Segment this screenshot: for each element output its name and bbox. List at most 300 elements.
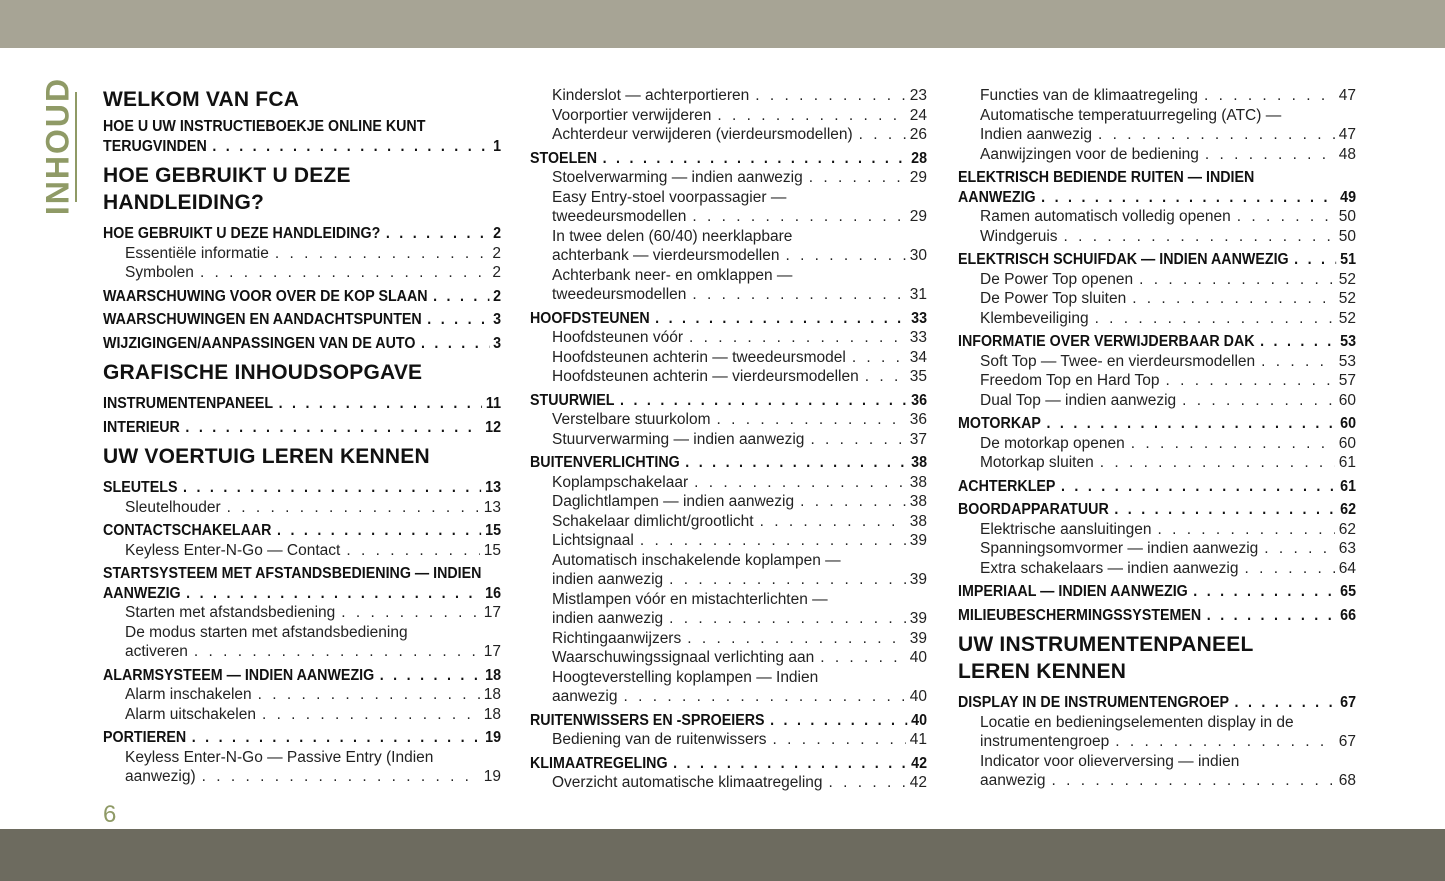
toc-page-number: 18: [485, 666, 502, 684]
toc-entry-title: Hoofdsteunen vóór: [552, 329, 683, 346]
dot-leader: [865, 367, 906, 387]
toc-entry-sub[interactable]: [530, 730, 927, 750]
toc-entry-main[interactable]: [103, 521, 501, 541]
toc-entry-row: [980, 559, 1356, 579]
dot-leader: [694, 473, 906, 493]
toc-entry-sub[interactable]: [530, 531, 927, 551]
toc-entry-text-line: Easy Entry-stoel voorpassagier —: [552, 188, 787, 206]
toc-entry-row: [103, 310, 501, 330]
toc-entry-row: [552, 86, 927, 106]
dot-leader: [1052, 771, 1335, 791]
toc-entry-row: [552, 348, 927, 368]
dot-leader: [277, 521, 481, 541]
toc-entry-title: WAARSCHUWING VOOR OVER DE KOP SLAAN: [103, 287, 428, 305]
toc-entry-title: Essentiële informatie: [125, 244, 269, 262]
toc-entry-row: [980, 145, 1356, 165]
toc-entry-title: Starten met afstandsbediening: [125, 604, 336, 621]
toc-entry-main[interactable]: [958, 582, 1356, 602]
toc-page-number: 19: [483, 768, 501, 785]
dot-leader: [669, 570, 906, 590]
toc-entry-title: HOOFDSTEUNEN: [530, 309, 650, 327]
toc-entry-sub[interactable]: [103, 685, 501, 705]
toc-entry-sub[interactable]: [530, 473, 927, 493]
toc-entry-sub[interactable]: [958, 434, 1356, 454]
toc-page-number: 17: [483, 643, 501, 660]
toc-page-number: 53: [1338, 352, 1356, 370]
toc-entry-sub[interactable]: [530, 551, 927, 590]
toc-entry-row: [552, 531, 927, 551]
toc-entry-sub[interactable]: [103, 748, 501, 787]
toc-entry-title: TERUGVINDEN: [103, 137, 207, 155]
toc-entry-sub[interactable]: [958, 520, 1356, 540]
toc-entry-sub[interactable]: [530, 773, 927, 793]
toc-page-number: 3: [493, 311, 502, 328]
toc-entry-row: [125, 263, 501, 283]
toc-entry-row: [125, 244, 501, 264]
toc-entry-row: [103, 334, 501, 354]
dot-leader: [185, 418, 481, 438]
toc-entry-sub[interactable]: [958, 227, 1356, 247]
toc-entry-row: [980, 270, 1356, 290]
toc-page-number: 67: [1338, 733, 1356, 750]
toc-entry-main[interactable]: [103, 478, 501, 498]
toc-entry-title: ACHTERKLEP: [958, 477, 1056, 495]
toc-entry-row: [530, 754, 927, 774]
toc-entry-row: [530, 391, 927, 411]
toc-entry-main[interactable]: [958, 693, 1356, 713]
toc-entry-row: [552, 773, 927, 793]
toc-page-number: 33: [911, 309, 928, 327]
toc-page-number: 42: [911, 754, 928, 772]
dot-leader: [689, 328, 906, 348]
toc-entry-row: [552, 570, 927, 590]
toc-entry-text-line: Automatisch inschakelende koplampen —: [552, 551, 841, 569]
dot-leader: [640, 531, 906, 551]
toc-entry-sub[interactable]: [103, 263, 501, 283]
toc-entry-title: Waarschuwingssignaal verlichting aan: [552, 649, 815, 666]
toc-entry-row: [980, 732, 1356, 752]
toc-entry-title: INTERIEUR: [103, 418, 180, 436]
toc-entry-main[interactable]: [103, 394, 501, 414]
toc-entry-main[interactable]: [103, 334, 501, 354]
toc-entry-row: [103, 287, 501, 307]
toc-entry-sub[interactable]: [958, 289, 1356, 309]
toc-entry-sub[interactable]: [103, 623, 501, 662]
toc-entry-row: [958, 582, 1356, 602]
toc-entry-row: [552, 492, 927, 512]
toc-entry-row: [980, 520, 1356, 540]
toc-entry-title: Sleutelhouder: [125, 498, 221, 516]
toc-page-number: 42: [909, 774, 927, 791]
toc-entry-title: Motorkap sluiten: [980, 454, 1094, 471]
dot-leader: [212, 137, 489, 157]
toc-page-number: 36: [909, 411, 927, 428]
toc-entry-title: Ramen automatisch volledig openen: [980, 208, 1231, 225]
toc-page-number: 2: [493, 287, 502, 305]
dot-leader: [1061, 477, 1336, 497]
toc-entry-sub[interactable]: [103, 498, 501, 518]
toc-entry-sub[interactable]: [103, 603, 501, 623]
toc-entry-title: De Power Top sluiten: [980, 290, 1127, 307]
toc-entry-title: Extra schakelaars — indien aanwezig: [980, 559, 1239, 577]
toc-entry-sub[interactable]: [103, 541, 501, 561]
toc-entry-title: activeren: [125, 643, 188, 660]
toc-entry-title: Stuurverwarming — indien aanwezig: [552, 430, 805, 448]
page-number: 6: [103, 801, 117, 828]
dot-leader: [809, 168, 906, 188]
toc-page-number: 39: [909, 610, 927, 627]
toc-entry-title: Hoofdsteunen achterin — vierdeursmodellen: [552, 368, 859, 385]
toc-entry-sub[interactable]: [530, 629, 927, 649]
section-heading-line: WELKOM VAN FCA: [103, 88, 300, 111]
toc-entry-row: [958, 188, 1356, 208]
toc-entry-title: Richtingaanwijzers: [552, 629, 682, 647]
toc-entry-title: Koplampschakelaar: [552, 473, 689, 491]
toc-entry-sub[interactable]: [958, 391, 1356, 411]
toc-entry-row: [552, 687, 927, 707]
toc-entry-main[interactable]: [103, 666, 501, 686]
dot-leader: [829, 773, 906, 793]
dot-leader: [1064, 227, 1335, 247]
toc-entry-row: [125, 705, 501, 725]
toc-entry-title: Bediening van de ruitenwissers: [552, 731, 767, 748]
section-heading-line: HANDLEIDING?: [103, 191, 265, 214]
toc-page-number: 12: [485, 418, 502, 436]
toc-entry-row: [552, 410, 927, 430]
toc-entry-sub[interactable]: [103, 705, 501, 725]
toc-entry-row: [980, 309, 1356, 329]
toc-entry-text-line: Achterbank neer- en omklappen —: [552, 266, 793, 284]
toc-entry-sub[interactable]: [530, 410, 927, 430]
toc-entry-text-line: ELEKTRISCH BEDIENDE RUITEN — INDIEN: [958, 169, 1255, 186]
toc-page-number: 29: [909, 208, 927, 225]
toc-entry-title: PORTIEREN: [103, 729, 187, 746]
toc-entry-row: [980, 207, 1356, 227]
toc-entry-title: De motorkap openen: [980, 434, 1125, 452]
dot-leader: [279, 394, 483, 414]
dot-leader: [1193, 582, 1336, 602]
toc-entry-row: [958, 500, 1356, 520]
toc-entry-row: [958, 477, 1356, 497]
toc-entry-sub[interactable]: [530, 168, 927, 188]
toc-entry-row: [552, 207, 927, 227]
toc-entry-title: aanwezig: [980, 772, 1046, 789]
toc-entry-row: [552, 730, 927, 750]
dot-leader: [800, 492, 906, 512]
toc-entry-main[interactable]: [103, 418, 501, 438]
toc-page-number: 13: [485, 479, 502, 496]
toc-entry-text-line: Keyless Enter-N-Go — Passive Entry (Indien: [125, 748, 434, 766]
toc-entry-row: [980, 539, 1356, 559]
toc-column-3: [958, 86, 1356, 791]
dot-leader: [624, 687, 906, 707]
toc-entry-row: [552, 609, 927, 629]
toc-entry-main[interactable]: [530, 149, 927, 169]
toc-entry-main[interactable]: [530, 754, 927, 774]
toc-entry-sub[interactable]: [958, 371, 1356, 391]
section-heading: [958, 631, 1356, 685]
toc-entry-title: achterbank — vierdeursmodellen: [552, 247, 780, 264]
toc-entry-row: [103, 394, 501, 414]
toc-entry-sub[interactable]: [958, 713, 1356, 752]
toc-entry-title: Windgeruis: [980, 227, 1058, 245]
toc-entry-main[interactable]: [958, 332, 1356, 352]
dot-leader: [433, 287, 489, 307]
toc-entry-row: [980, 371, 1356, 391]
toc-entry-row: [103, 728, 501, 748]
toc-entry-sub[interactable]: [530, 648, 927, 668]
toc-entry-title: Achterdeur verwijderen (vierdeursmodellen): [552, 126, 853, 143]
toc-page-number: 36: [911, 391, 928, 409]
toc-entry-sub[interactable]: [530, 86, 927, 106]
toc-page-number: 50: [1338, 208, 1356, 225]
toc-entry-title: MILIEUBESCHERMINGSSYSTEMEN: [958, 606, 1202, 624]
toc-entry-title: Stoelverwarming — indien aanwezig: [552, 169, 803, 186]
toc-entry-row: [980, 434, 1356, 454]
toc-entry-row: [980, 227, 1356, 247]
toc-page-number: 39: [909, 629, 927, 647]
toc-entry-row: [958, 606, 1356, 626]
toc-entry-sub[interactable]: [530, 125, 927, 145]
toc-page-number: 37: [909, 430, 927, 448]
toc-entry-sub[interactable]: [958, 539, 1356, 559]
toc-entry-sub[interactable]: [530, 266, 927, 305]
toc-entry-title: HOE GEBRUIKT U DEZE HANDLEIDING?: [103, 225, 381, 242]
dot-leader: [785, 246, 905, 266]
toc-entry-main[interactable]: [103, 310, 501, 330]
toc-entry-main[interactable]: [530, 391, 927, 411]
section-heading: [103, 443, 501, 470]
toc-entry-main[interactable]: [958, 606, 1356, 626]
dot-leader: [1041, 188, 1336, 208]
toc-entry-sub[interactable]: [958, 145, 1356, 165]
toc-entry-title: Symbolen: [125, 264, 194, 281]
dot-leader: [1207, 606, 1337, 626]
toc-entry-main[interactable]: [958, 500, 1356, 520]
toc-entry-text-line: Automatische temperatuurregeling (ATC) —: [980, 106, 1282, 124]
toc-entry-title: tweedeursmodellen: [552, 208, 687, 225]
toc-entry-sub[interactable]: [530, 590, 927, 629]
toc-entry-sub[interactable]: [958, 559, 1356, 579]
dot-leader: [852, 348, 906, 368]
toc-entry-title: Freedom Top en Hard Top: [980, 372, 1160, 389]
dot-leader: [685, 453, 907, 473]
dot-leader: [346, 541, 479, 561]
toc-column-2: [530, 86, 927, 793]
toc-entry-row: [530, 149, 927, 169]
toc-page-number: 52: [1338, 309, 1356, 327]
toc-page-number: 31: [909, 286, 927, 303]
toc-entry-row: [530, 453, 927, 473]
dot-leader: [200, 263, 488, 283]
toc-entry-sub[interactable]: [958, 86, 1356, 106]
toc-entry-sub[interactable]: [530, 188, 927, 227]
toc-entry-row: [958, 693, 1356, 713]
toc-entry-row: [980, 125, 1356, 145]
dot-leader: [1131, 434, 1335, 454]
bottom-bar: [0, 829, 1445, 881]
toc-entry-main[interactable]: [103, 564, 501, 603]
toc-entry-text-line: In twee delen (60/40) neerklapbare: [552, 227, 793, 245]
dot-leader: [380, 666, 482, 686]
toc-entry-row: [980, 86, 1356, 106]
toc-page-number: 49: [1340, 188, 1357, 206]
toc-entry-title: De Power Top openen: [980, 270, 1134, 288]
dot-leader: [1244, 559, 1334, 579]
toc-page-number: 39: [909, 532, 927, 549]
toc-entry-row: [552, 473, 927, 493]
toc-entry-text-line: STARTSYSTEEM MET AFSTANDSBEDIENING — INDIEN: [103, 565, 482, 582]
toc-page-number: 40: [909, 649, 927, 666]
toc-entry-main[interactable]: [103, 224, 501, 244]
toc-page-number: 33: [909, 329, 927, 346]
toc-page-number: 24: [909, 106, 927, 124]
toc-entry-title: Klembeveiliging: [980, 309, 1089, 327]
toc-page-number: 41: [909, 731, 927, 748]
toc-page-number: 23: [909, 87, 927, 104]
toc-page-number: 13: [483, 498, 501, 516]
toc-entry-row: [552, 168, 927, 188]
toc-page-number: 2: [492, 244, 501, 262]
toc-page-number: 38: [909, 473, 927, 491]
toc-page-number: 19: [485, 729, 502, 746]
toc-page-number: 35: [909, 368, 927, 385]
toc-entry-title: Kinderslot — achterportieren: [552, 87, 750, 104]
toc-page-number: 62: [1338, 520, 1356, 538]
toc-entry-sub[interactable]: [530, 492, 927, 512]
toc-entry-sub[interactable]: [958, 752, 1356, 791]
toc-entry-title: aanwezig: [552, 688, 618, 705]
toc-entry-text-line: Mistlampen vóór en mistachterlichten —: [552, 590, 828, 608]
dot-leader: [262, 705, 480, 725]
toc-entry-sub[interactable]: [958, 352, 1356, 372]
toc-page-number: 60: [1338, 391, 1356, 409]
toc-page-number: 63: [1338, 540, 1356, 557]
toc-page-number: 16: [485, 584, 502, 602]
toc-page-number: 47: [1338, 87, 1356, 104]
toc-entry-main[interactable]: [103, 287, 501, 307]
toc-entry-row: [552, 430, 927, 450]
toc-entry-text-line: Hoogteverstelling koplampen — Indien: [552, 668, 819, 686]
toc-entry-sub[interactable]: [530, 328, 927, 348]
toc-entry-title: KLIMAATREGELING: [530, 754, 668, 772]
toc-entry-sub[interactable]: [530, 668, 927, 707]
toc-entry-main[interactable]: [958, 414, 1356, 434]
toc-entry-row: [958, 332, 1356, 352]
toc-entry-title: AANWEZIG: [103, 584, 181, 602]
toc-entry-sub[interactable]: [958, 270, 1356, 290]
dot-leader: [673, 754, 907, 774]
section-heading-line: LEREN KENNEN: [958, 660, 1127, 683]
toc-entry-main[interactable]: [103, 728, 501, 748]
toc-entry-row: [125, 498, 501, 518]
toc-entry-row: [552, 629, 927, 649]
toc-entry-title: indien aanwezig: [552, 571, 664, 588]
toc-entry-row: [103, 478, 501, 498]
toc-entry-sub[interactable]: [103, 244, 501, 264]
toc-entry-row: [103, 418, 501, 438]
toc-entry-sub[interactable]: [958, 207, 1356, 227]
dot-leader: [760, 512, 906, 532]
toc-entry-sub[interactable]: [958, 106, 1356, 145]
toc-entry-title: Verstelbare stuurkolom: [552, 411, 711, 428]
dot-leader: [770, 711, 907, 731]
toc-entry-main[interactable]: [958, 477, 1356, 497]
toc-page-number: 51: [1340, 251, 1357, 268]
dot-leader: [1100, 453, 1335, 473]
toc-entry-title: aanwezig): [125, 768, 196, 785]
toc-page-number: 50: [1338, 227, 1356, 245]
dot-leader: [386, 224, 490, 244]
toc-column-1: [103, 86, 501, 787]
toc-entry-sub[interactable]: [530, 367, 927, 387]
toc-entry-text-line: De modus starten met afstandsbediening: [125, 623, 408, 641]
toc-entry-sub[interactable]: [530, 348, 927, 368]
dot-leader: [1261, 352, 1335, 372]
toc-page-number: 52: [1338, 290, 1356, 307]
toc-entry-sub[interactable]: [530, 512, 927, 532]
dot-leader: [655, 309, 907, 329]
dot-leader: [341, 603, 480, 623]
toc-entry-main[interactable]: [958, 168, 1356, 207]
dot-leader: [669, 609, 906, 629]
toc-page-number: 18: [483, 686, 501, 703]
dot-leader: [1115, 732, 1335, 752]
section-heading-line: HOE GEBRUIKT U DEZE: [103, 164, 351, 187]
toc-page-number: 40: [909, 688, 927, 705]
dot-leader: [1166, 371, 1335, 391]
toc-entry-sub[interactable]: [530, 430, 927, 450]
toc-entry-row: [103, 224, 501, 244]
dot-leader: [1237, 207, 1335, 227]
toc-entry-sub[interactable]: [958, 453, 1356, 473]
toc-entry-sub[interactable]: [530, 227, 927, 266]
toc-page-number: 17: [483, 604, 501, 621]
toc-entry-row: [552, 125, 927, 145]
toc-entry-row: [552, 648, 927, 668]
toc-entry-main[interactable]: [530, 453, 927, 473]
toc-entry-sub[interactable]: [530, 106, 927, 126]
toc-entry-row: [958, 250, 1356, 270]
toc-entry-row: [980, 453, 1356, 473]
section-heading-line: GRAFISCHE INHOUDSOPGAVE: [103, 361, 423, 384]
toc-entry-row: [103, 521, 501, 541]
toc-entry-row: [103, 137, 501, 157]
toc-page-number: 48: [1338, 145, 1356, 163]
toc-entry-main[interactable]: [103, 117, 501, 156]
dot-leader: [603, 149, 908, 169]
toc-entry-main[interactable]: [530, 711, 927, 731]
toc-entry-title: STUURWIEL: [530, 391, 615, 409]
dot-leader: [194, 642, 480, 662]
toc-entry-title: indien aanwezig: [552, 610, 664, 627]
toc-entry-title: Indien aanwezig: [980, 126, 1093, 143]
dot-leader: [859, 125, 906, 145]
toc-entry-sub[interactable]: [958, 309, 1356, 329]
toc-entry-main[interactable]: [958, 250, 1356, 270]
dot-leader: [717, 106, 905, 126]
toc-entry-title: Spanningsomvormer — indien aanwezig: [980, 540, 1259, 557]
toc-page-number: 62: [1340, 501, 1357, 518]
toc-entry-main[interactable]: [530, 309, 927, 329]
toc-page-number: 3: [493, 334, 502, 352]
toc-entry-title: Lichtsignaal: [552, 532, 634, 549]
toc-page-number: 2: [492, 264, 501, 281]
toc-entry-title: Soft Top — Twee- en vierdeursmodellen: [980, 352, 1256, 370]
toc-page-number: 65: [1340, 583, 1357, 600]
toc-entry-row: [530, 711, 927, 731]
toc-entry-row: [125, 603, 501, 623]
